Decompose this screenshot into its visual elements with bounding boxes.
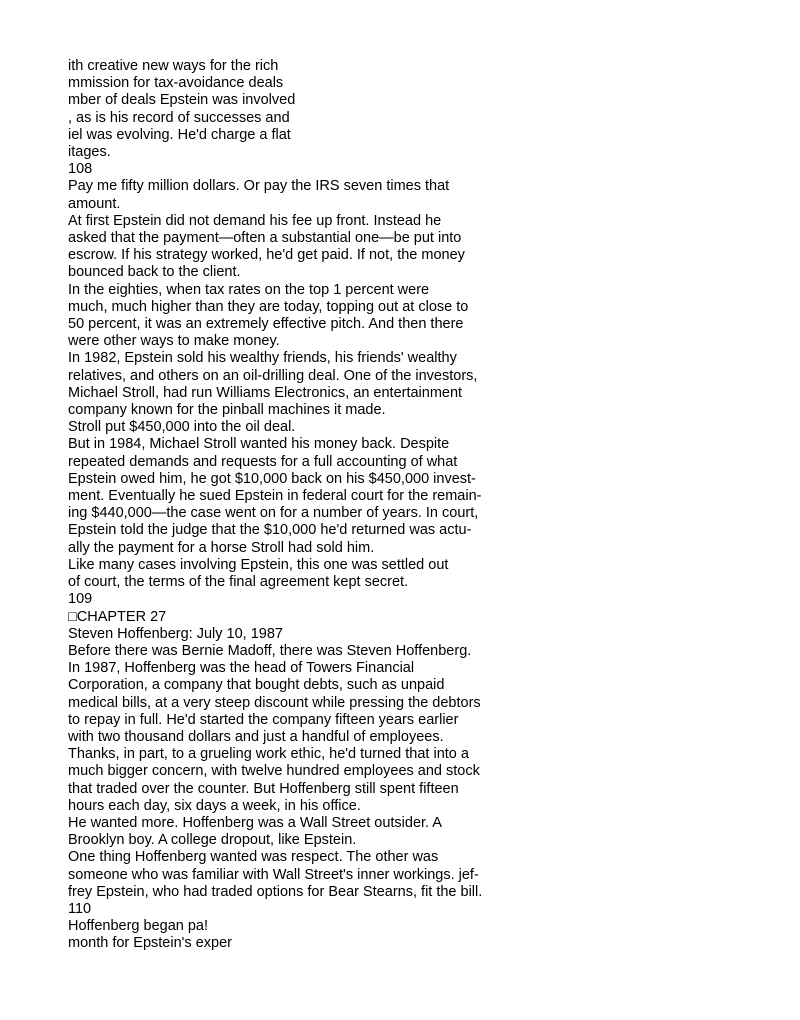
text-line: mmission for tax-avoidance deals — [68, 75, 284, 92]
chapter-subtitle: Steven Hoffenberg: July 10, 1987 — [68, 625, 283, 642]
text-line: relatives, and others on an oil-drilling deal. One of the investors, — [68, 367, 478, 384]
text-line: Corporation, a company that bought debts, such as unpaid — [68, 677, 445, 694]
text-line: much bigger concern, with twelve hundred employees and stock — [68, 763, 480, 780]
text-line: mber of deals Epstein was involved — [68, 92, 296, 109]
page-number: 108 — [68, 161, 93, 178]
text-line: company known for the pinball machines it made. — [68, 402, 386, 419]
text-line: month for Epstein's exper — [68, 935, 232, 952]
text-line: iel was evolving. He'd charge a flat — [68, 126, 291, 143]
text-line: Brooklyn boy. A college dropout, like Epstein. — [68, 832, 357, 849]
text-line: One thing Hoffenberg wanted was respect. The other was — [68, 849, 439, 866]
text-line: medical bills, at a very steep discount while pressing the debtors — [68, 694, 481, 711]
text-line: with two thousand dollars and just a handful of employees. — [68, 728, 444, 745]
text-line: He wanted more. Hoffenberg was a Wall Street outsider. A — [68, 814, 442, 831]
page-number: 110 — [68, 900, 92, 917]
text-line: to repay in full. He'd started the company fifteen years earlier — [68, 711, 459, 728]
text-line: Epstein told the judge that the $10,000 he'd returned was actu- — [68, 522, 472, 539]
chapter-heading: □CHAPTER 27 — [68, 608, 167, 625]
text-line: itages. — [68, 144, 111, 161]
text-line: asked that the payment—often a substantial one—be put into — [68, 230, 462, 247]
text-line: Thanks, in part, to a grueling work ethic, he'd turned that into a — [68, 746, 469, 763]
text-line: Pay me fifty million dollars. Or pay the IRS seven times that — [68, 178, 450, 195]
text-line: ing $440,000—the case went on for a number of years. In court, — [68, 505, 479, 522]
text-line: In 1982, Epstein sold his wealthy friends, his friends' wealthy — [68, 350, 457, 367]
text-line: At first Epstein did not demand his fee up front. Instead he — [68, 212, 442, 229]
text-line: In the eighties, when tax rates on the top 1 percent were — [68, 281, 430, 298]
text-line: Epstein owed him, he got $10,000 back on his $450,000 invest- — [68, 470, 476, 487]
text-line: escrow. If his strategy worked, he'd get paid. If not, the money — [68, 247, 465, 264]
text-line: repeated demands and requests for a full accounting of what — [68, 453, 458, 470]
text-line: ith creative new ways for the rich — [68, 58, 279, 74]
text-line: Stroll put $450,000 into the oil deal. — [68, 419, 296, 436]
text-line: , as is his record of successes and — [68, 109, 290, 126]
text-line: hours each day, six days a week, in his office. — [68, 797, 361, 814]
text-line: ment. Eventually he sued Epstein in federal court for the remain- — [68, 488, 482, 505]
page-number: 109 — [68, 591, 93, 608]
text-line: bounced back to the client. — [68, 264, 241, 281]
text-line: that traded over the counter. But Hoffenberg still spent fifteen — [68, 780, 459, 797]
text-line: someone who was familiar with Wall Street's inner workings. jef- — [68, 866, 479, 883]
text-line: Michael Stroll, had run Williams Electronics, an entertainment — [68, 384, 463, 401]
text-line: amount. — [68, 195, 121, 212]
text-line: of court, the terms of the final agreement kept secret. — [68, 574, 409, 591]
text-line: were other ways to make money. — [68, 333, 280, 350]
document-page — [68, 58, 528, 953]
text-line: Before there was Bernie Madoff, there was Steven Hoffenberg. — [68, 642, 472, 659]
text-line: 50 percent, it was an extremely effective pitch. And then there — [68, 316, 464, 333]
text-line: But in 1984, Michael Stroll wanted his money back. Despite — [68, 436, 450, 453]
text-line: much, much higher than they are today, topping out at close to — [68, 298, 469, 315]
text-line: frey Epstein, who had traded options for Bear Stearns, fit the bill. — [68, 883, 483, 900]
text-line: In 1987, Hoffenberg was the head of Towers Financial — [68, 660, 415, 677]
text-line: Hoffenberg began pa! — [68, 918, 209, 935]
text-line: ally the payment for a horse Stroll had sold him. — [68, 539, 375, 556]
text-line: Like many cases involving Epstein, this one was settled out — [68, 556, 449, 573]
